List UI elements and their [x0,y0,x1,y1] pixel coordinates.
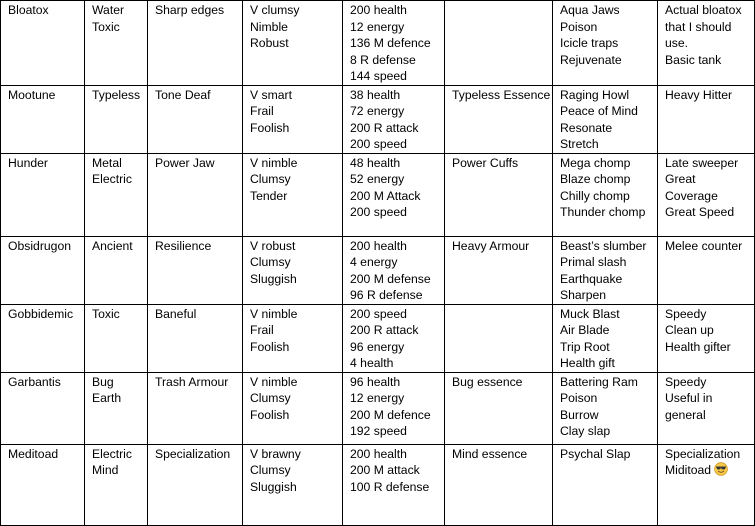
types-line [92,390,143,407]
traits-line [250,120,338,137]
creature-name-text: Bloatox [8,3,49,17]
stats-text: 52 energy [350,172,405,186]
ability-text: Trash Armour [155,374,229,389]
notes-cell [658,372,755,444]
notes-text: Heavy Hitter [665,87,733,102]
stats-text: 96 energy [350,339,405,354]
stats-text: 200 speed [350,205,407,219]
moves-text: Clay slap [560,424,611,438]
stats-text: 72 energy [350,104,405,118]
notes-line [665,188,750,205]
notes-text: Great [665,172,696,186]
ability-cell [148,1,243,86]
traits-cell [243,444,343,525]
stats-text: 200 M defense [350,271,431,286]
notes-text: Coverage [665,188,718,203]
stats-line [350,254,440,271]
moves-text: Rejuvenate [560,52,622,67]
traits-text: V robust [250,238,296,253]
item-text: Power Cuffs [452,155,519,170]
notes-line [665,155,750,172]
ability-text: Specialization [155,446,231,461]
notes-line [665,407,750,424]
stats-line [350,52,440,69]
notes-line [665,238,750,255]
traits-text: Foolish [250,407,290,422]
types-line [92,446,143,463]
types-text: Electric [92,446,132,461]
traits-line [250,19,338,36]
types-text: Water [92,3,125,17]
traits-cell [243,85,343,153]
traits-line [250,87,338,104]
traits-line [250,188,338,205]
stats-line [350,355,440,372]
traits-line [250,322,338,339]
notes-text: general [665,407,706,422]
notes-text: Specialization [665,446,741,461]
item-cell [445,153,553,236]
table-row [1,85,755,153]
stats-cell [343,153,445,236]
moves-line [560,287,653,304]
stats-line [350,322,440,339]
notes-cell [658,1,755,86]
item-text: Typeless Essence [452,87,551,102]
notes-line [665,2,750,19]
notes-text: Miditoad [665,463,712,477]
traits-text: V smart [250,87,292,102]
stats-text: 200 speed [350,137,407,151]
types-line [92,87,143,104]
item-text: Mind essence [452,446,528,461]
moves-line [560,171,653,188]
stats-cell [343,444,445,525]
ability-cell [148,85,243,153]
moves-text: Battering Ram [560,374,638,389]
moves-text: Earthquake [560,271,623,286]
creature-name-text: Obsidrugon [8,238,72,253]
notes-line [665,446,750,463]
notes-line [665,87,750,104]
moves-line [560,188,653,205]
types-cell [85,1,148,86]
traits-text: Foolish [250,120,290,135]
moves-text: Burrow [560,407,599,422]
stats-line [350,155,440,172]
moves-text: Primal slash [560,255,627,269]
traits-text: Clumsy [250,463,291,477]
traits-line [250,35,338,52]
stats-text: 192 speed [350,424,407,438]
stats-line [350,306,440,323]
moves-line [560,204,653,221]
creature-name-text: Garbantis [8,374,61,389]
notes-text: Health gifter [665,339,731,354]
stats-line [350,120,440,137]
moves-text: Mega chomp [560,155,631,170]
item-text: Bug essence [452,374,523,389]
creature-name-cell [1,153,85,236]
notes-line [665,374,750,391]
traits-line [250,479,338,496]
ability-cell [148,153,243,236]
creature-name-text: Gobbidemic [8,306,74,321]
moves-line [560,19,653,36]
notes-text: use. [665,36,689,50]
types-cell [85,372,148,444]
moves-text: Peace of Mind [560,104,638,118]
moves-line [560,103,653,120]
traits-text: Clumsy [250,255,291,269]
stats-text: 96 R defense [350,288,423,302]
moves-line [560,446,653,463]
types-text: Typeless [92,87,141,102]
moves-cell [553,372,658,444]
moves-line [560,355,653,372]
creature-name-cell [1,1,85,86]
stats-cell [343,1,445,86]
notes-cell [658,85,755,153]
creature-name-cell [1,304,85,372]
stats-line [350,171,440,188]
moves-cell [553,1,658,86]
stats-line [350,446,440,463]
table-row [1,444,755,525]
moves-text: Muck Blast [560,306,620,321]
stats-line [350,423,440,440]
traits-text: V nimble [250,155,298,170]
moves-text: Thunder chomp [560,205,646,219]
traits-text: Clumsy [250,172,291,186]
types-cell [85,85,148,153]
moves-line [560,423,653,440]
moves-line [560,155,653,172]
moves-line [560,322,653,339]
traits-line [250,446,338,463]
moves-cell [553,153,658,236]
notes-line [665,204,750,221]
traits-text: V brawny [250,446,301,461]
item-cell [445,304,553,372]
types-cell [85,304,148,372]
traits-text: V clumsy [250,3,300,17]
ability-cell [148,444,243,525]
stats-text: 4 health [350,356,394,370]
stats-text: 12 energy [350,19,405,34]
team-table-body [1,1,755,526]
stats-text: 100 R defense [350,479,430,494]
creature-name-cell [1,372,85,444]
moves-line [560,390,653,407]
traits-line [250,374,338,391]
stats-line [350,188,440,205]
moves-cell [553,304,658,372]
traits-text: Foolish [250,339,290,354]
table-row [1,304,755,372]
types-cell [85,236,148,304]
stats-line [350,339,440,356]
moves-line [560,120,653,137]
notes-line [665,462,750,479]
item-cell [445,85,553,153]
notes-text: Actual bloatox [665,3,742,17]
stats-line [350,68,440,85]
moves-text: Raging Howl [560,87,630,102]
stats-text: 200 R attack [350,323,419,337]
notes-text: Clean up [665,323,714,337]
notes-cell [658,153,755,236]
stats-line [350,238,440,255]
stats-line [350,204,440,221]
creature-name-text: Meditoad [8,446,59,461]
traits-line [250,339,338,356]
stats-line [350,374,440,391]
stats-line [350,407,440,424]
moves-line [560,238,653,255]
notes-text: Speedy [665,374,707,389]
creature-name-cell [1,85,85,153]
stats-text: 4 energy [350,255,398,269]
notes-text: Basic tank [665,52,722,67]
types-text: Bug [92,374,114,389]
moves-text: Blaze chomp [560,172,631,186]
traits-cell [243,236,343,304]
types-line [92,306,143,323]
notes-cell [658,444,755,525]
stats-text: 38 health [350,87,401,102]
traits-text: Tender [250,188,288,203]
traits-cell [243,153,343,236]
stats-text: 8 R defense [350,52,416,67]
moves-text: Aqua Jaws [560,3,620,17]
creature-name-cell [1,444,85,525]
notes-text: Speedy [665,306,707,321]
types-text: Metal [92,155,122,170]
notes-text: Great Speed [665,205,735,219]
types-line [92,155,143,172]
moves-text: Poison [560,19,598,34]
traits-line [250,238,338,255]
ability-cell [148,236,243,304]
traits-line [250,254,338,271]
traits-line [250,462,338,479]
creature-name-text: Hunder [8,155,48,170]
notes-cell [658,304,755,372]
types-line [92,374,143,391]
traits-line [250,155,338,172]
notes-text: Late sweeper [665,155,739,170]
stats-cell [343,372,445,444]
notes-cell [658,236,755,304]
stats-cell [343,85,445,153]
traits-text: V nimble [250,306,298,321]
moves-text: Resonate [560,120,613,135]
traits-line [250,2,338,19]
stats-text: 200 health [350,3,407,17]
stats-line [350,287,440,304]
moves-text: Chilly chomp [560,188,630,203]
moves-text: Psychal Slap [560,446,631,461]
traits-text: Clumsy [250,391,291,405]
moves-text: Beast’s slumber [560,238,647,253]
types-line [92,2,143,19]
stats-line [350,479,440,496]
stats-text: 12 energy [350,391,405,405]
moves-cell [553,236,658,304]
moves-text: Poison [560,391,598,405]
notes-line [665,322,750,339]
table-row [1,153,755,236]
stats-text: 200 health [350,446,407,461]
notes-line [665,339,750,356]
item-cell [445,444,553,525]
ability-text: Resilience [155,238,212,253]
types-line [92,462,143,479]
stats-text: 136 M defence [350,36,431,50]
types-line [92,238,143,255]
types-text: Electric [92,172,132,186]
notes-text: Melee counter [665,238,743,253]
table-row [1,1,755,86]
stats-text: 200 M Attack [350,188,421,203]
moves-text: Sharpen [560,288,607,302]
stats-text: 48 health [350,155,401,170]
traits-line [250,306,338,323]
creature-name-text: Mootune [8,87,56,102]
notes-line [665,35,750,52]
moves-line [560,339,653,356]
notes-line [665,390,750,407]
moves-text: Trip Root [560,339,610,354]
stats-text: 96 health [350,374,401,389]
traits-line [250,103,338,120]
moves-line [560,52,653,69]
types-text: Toxic [92,19,120,34]
types-line [92,19,143,36]
stats-text: 200 M defence [350,407,431,422]
moves-line [560,254,653,271]
moves-cell [553,444,658,525]
stats-line [350,2,440,19]
item-cell [445,1,553,86]
stats-line [350,136,440,153]
traits-line [250,390,338,407]
traits-text: Robust [250,36,289,50]
types-cell [85,444,148,525]
stats-text: 200 R attack [350,120,419,135]
notes-text: that I should [665,19,732,34]
notes-text: Useful in [665,391,713,405]
traits-text: Sluggish [250,271,297,286]
table-row [1,236,755,304]
ability-cell [148,304,243,372]
ability-text: Power Jaw [155,155,215,170]
moves-line [560,136,653,153]
stats-cell [343,236,445,304]
ability-text: Baneful [155,306,197,321]
types-text: Mind [92,463,119,477]
traits-cell [243,372,343,444]
traits-text: Frail [250,323,274,337]
stats-line [350,35,440,52]
stats-line [350,103,440,120]
types-text: Earth [92,391,122,405]
ability-text: Sharp edges [155,3,225,17]
moves-cell [553,85,658,153]
stats-line [350,462,440,479]
ability-text: Tone Deaf [155,87,211,102]
creature-name-cell [1,236,85,304]
traits-cell [243,1,343,86]
traits-line [250,271,338,288]
stats-line [350,87,440,104]
types-text: Ancient [92,238,133,253]
traits-line [250,407,338,424]
item-text: Heavy Armour [452,238,530,253]
moves-text: Air Blade [560,323,610,337]
stats-text: 200 speed [350,306,407,321]
traits-text: Frail [250,104,274,118]
notes-line [665,19,750,36]
types-cell [85,153,148,236]
notes-line [665,52,750,69]
types-line [92,171,143,188]
moves-line [560,407,653,424]
ability-cell [148,372,243,444]
notes-line [665,171,750,188]
table-row [1,372,755,444]
stats-line [350,271,440,288]
notes-line [665,306,750,323]
item-cell [445,372,553,444]
moves-line [560,35,653,52]
stats-text: 144 speed [350,69,407,83]
moves-line [560,271,653,288]
traits-line [250,171,338,188]
types-text: Toxic [92,306,120,321]
moves-line [560,2,653,19]
moves-line [560,374,653,391]
traits-text: Nimble [250,19,288,34]
moves-text: Stretch [560,137,599,151]
stats-cell [343,304,445,372]
stats-line [350,390,440,407]
stats-line [350,19,440,36]
moves-line [560,306,653,323]
moves-text: Health gift [560,356,615,370]
moves-text: Icicle traps [560,36,619,50]
stats-text: 200 M attack [350,463,420,477]
moves-line [560,87,653,104]
item-cell [445,236,553,304]
stats-text: 200 health [350,238,407,253]
traits-text: Sluggish [250,479,297,494]
traits-cell [243,304,343,372]
sunglasses-emoji-icon [714,462,728,476]
traits-text: V nimble [250,374,298,389]
